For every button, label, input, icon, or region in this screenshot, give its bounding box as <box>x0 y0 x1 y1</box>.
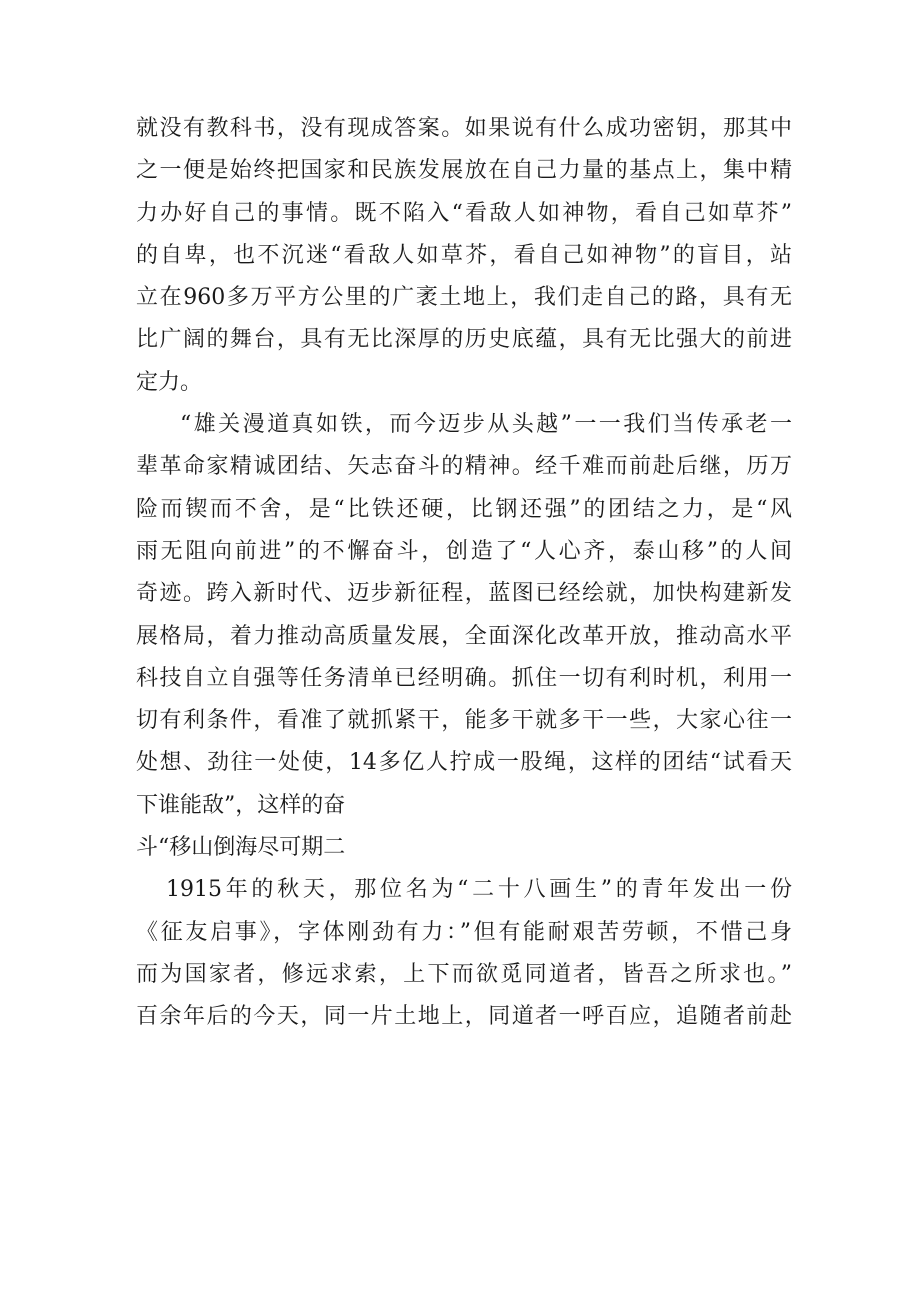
text-line: 展格局，着力推动高质量发展，全面深化改革开放，推动高水平 <box>136 623 792 649</box>
text-line: 险而锲而不舍，是“比铁还硬，比钢还强”的团结之力，是“风 <box>136 496 792 522</box>
body-text <box>136 108 792 1039</box>
text-line: 辈革命家精诚团结、矢志奋斗的精神。经千难而前赴后继，历万 <box>136 454 792 480</box>
text-line: 奇迹。跨入新时代、迈步新征程，蓝图已经绘就，加快构建新发 <box>136 581 792 607</box>
text-line: 而为国家者，修远求索，上下而欲觅同道者，皆吾之所求也。” <box>136 961 792 987</box>
text-line: 的自卑，也不沉迷“看敌人如草芥，看自己如神物”的盲目，站 <box>136 242 792 268</box>
text-line: 雨无阻向前进”的不懈奋斗，创造了“人心齐，泰山移”的人间 <box>136 538 792 564</box>
text-line: 斗“移山倒海尽可期二 <box>136 835 346 861</box>
text-line: 下谁能敌”，这样的奋 <box>136 792 346 818</box>
text-line: 处想、劲往一处使，14多亿人拧成一股绳，这样的团结“试看天 <box>136 750 792 776</box>
text-line: 定力。 <box>136 369 203 395</box>
text-line: 就没有教科书，没有现成答案。如果说有什么成功密钥，那其中 <box>136 116 792 141</box>
text-line: 百余年后的今天，同一片土地上，同道者一呼百应，追随者前赴 <box>136 1004 792 1030</box>
text-line: 切有利条件，看准了就抓紧干，能多干就多干一些，大家心往一 <box>136 708 792 734</box>
paragraph-first-line: 1915年的秋天，那位名为“二十八画生”的青年发出一份 <box>166 877 792 903</box>
paragraph-first-line: “雄关漫道真如铁，而今迈步从头越”一一我们当传承老一 <box>180 412 792 438</box>
text-line: 科技自立自强等任务清单已经明确。抓住一切有利时机，利用一 <box>136 665 792 691</box>
text-line: 力办好自己的事情。既不陷入“看敌人如神物，看自己如草芥” <box>136 200 792 226</box>
text-line: 立在960多万平方公里的广袤土地上，我们走自己的路，具有无 <box>136 285 792 311</box>
text-line: 比广阔的舞台，具有无比深厚的历史底蕴，具有无比强大的前进 <box>136 327 792 353</box>
text-line: 之一便是始终把国家和民族发展放在自己力量的基点上，集中精 <box>136 158 792 184</box>
text-line: 《征友启事》，字体刚劲有力：”但有能耐艰苦劳顿，不惜己身 <box>136 919 792 945</box>
